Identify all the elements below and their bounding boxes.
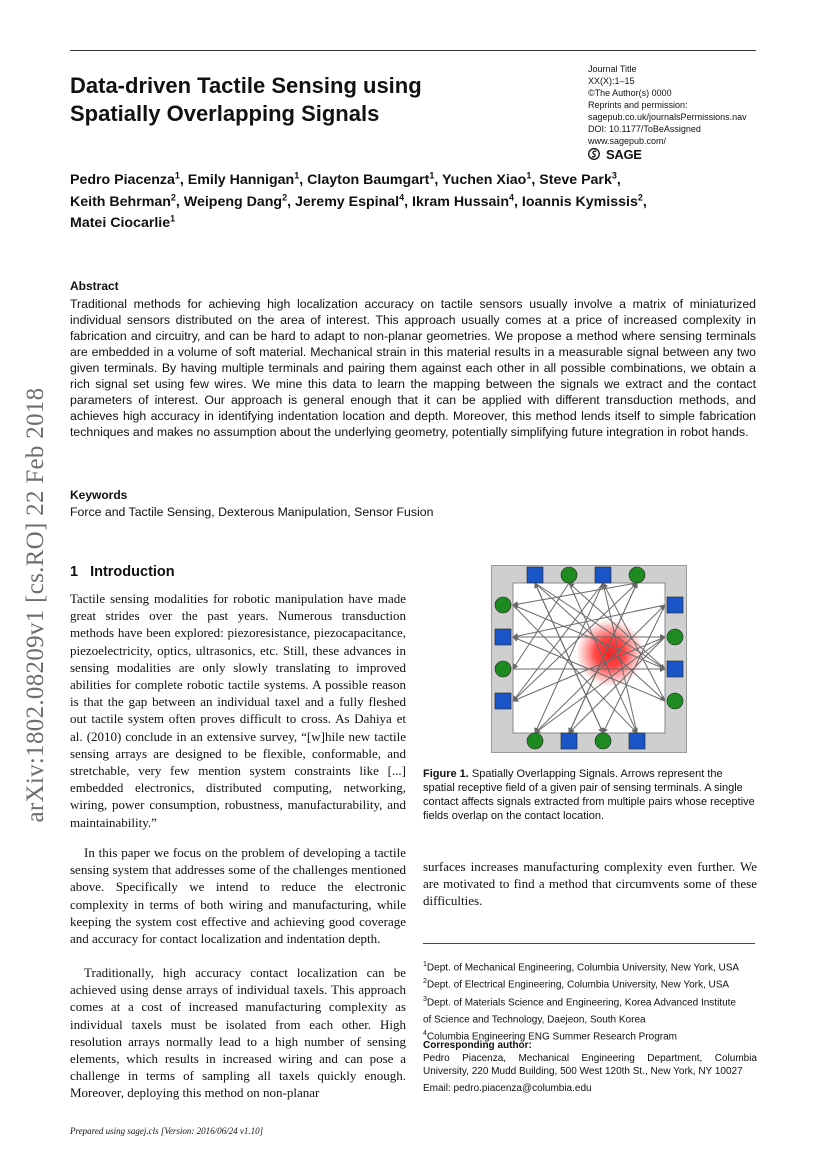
abstract-text: Traditional methods for achieving high localization accuracy on tactile sensors usually involve a matrix of miniaturized individual sensors distributed on the area of interest. This approach usually comes at a price of increased complexity in fabrication and circuitry, and can be hard to adapt to non-planar geometries. We propose a method where sensing terminals are embedded in a volume of soft material. Mechanical strain in this material results in a measurable signal between any two given terminals. By having multiple terminals and pairing them against each other in all possible combinations, we obtain a rich signal set using few wires. We mine this data to learn the mapping between the signals we extract and the contact parameters of interest. Our approach is general enough that it can be applied with different transduction methods, and achieves high accuracy in identifying indentation location and depth. Moreover, this method lends itself to simple fabrication techniques and makes no assumption about the underlying geometry, potentially simplifying future integration in robot hands. [70, 297, 756, 439]
figure-caption-text: Spatially Overlapping Signals. Arrows represent the spatial receptive field of a given pair of sensing terminals. A single contact affects signals extracted from multiple pairs whose receptive fields overlap on the contact location. [423, 768, 755, 822]
round-terminal-icon [595, 733, 611, 749]
journal-permissions-link[interactable]: sagepub.co.uk/journalsPermissions.nav [588, 112, 747, 122]
author: Ikram Hussain$^4$ [412, 191, 515, 210]
intro-paragraph-1: Tactile sensing modalities for robotic manipulation have made great strides over the past years. Numerous transduction methods have been explored: piezoresistance, piezocapacitance, piezoelectricity, optics, ultrasonics, etc. Still, these advances in sensing modalities are only slowly translating to improved abilities for complete robotic tactile systems. A possible reason is that the gap between an individual taxel and a fully fleshed out tactile system often proves difficult to cross. As Dahiya et al. (2010) conclude in an extensive survey, “[w]hile new tactile sensing arrays are designed to be flexible, conformable, and stretchable, very few mention system constraints like [...] embedded electronics, distributed computing, networking, wiring, power consumption, robustness, manufacturability, and maintainability.” [70, 591, 406, 830]
journal-reprints: Reprints and permission: [588, 100, 688, 110]
round-terminal-icon [667, 693, 683, 709]
figure-1-diagram [491, 565, 687, 753]
square-terminal-icon [561, 733, 577, 749]
abstract-heading: Abstract [70, 279, 119, 293]
author: Steve Park$^3$ [539, 170, 617, 188]
sage-logo-mark-icon [588, 148, 606, 160]
journal-doi: DOI: 10.1177/ToBeAssigned [588, 124, 701, 134]
affiliation: $^3$Dept. of Materials Science and Engineering, Korea Advanced Institute [423, 995, 736, 1008]
author: Clayton Baumgart$^1$ [307, 170, 435, 188]
journal-volume: XX(X):1–15 [588, 76, 635, 86]
sage-logo-text: SAGE [606, 147, 642, 162]
journal-info [588, 63, 768, 161]
square-terminal-icon [629, 733, 645, 749]
footnote-rule [423, 943, 755, 944]
author: Yuchen Xiao$^1$ [441, 170, 532, 188]
page-footer: Prepared using sagej.cls [Version: 2016/06/24 v1.10] [70, 1126, 264, 1136]
author: Weipeng Dang$^2$ [183, 191, 288, 210]
round-terminal-icon [495, 597, 511, 613]
author: Emily Hannigan$^1$ [187, 170, 300, 188]
author: Pedro Piacenza$^1$ [70, 170, 180, 188]
figure-label: Figure 1. [423, 768, 469, 780]
author: Keith Behrman$^2$ [70, 191, 176, 210]
journal-website-link[interactable]: www.sagepub.com/ [588, 136, 667, 146]
corresponding-author-text: Pedro Piacenza, Mechanical Engineering Department, Columbia University, 220 Mudd Building, 500 West 120th St., New York, NY 10027 [423, 1053, 757, 1077]
square-terminal-icon [495, 629, 511, 645]
affiliation: of Science and Technology, Daejeon, South Korea [423, 1014, 646, 1026]
affiliation: $^1$Dept. of Mechanical Engineering, Columbia University, New York, USA [423, 961, 740, 974]
sage-logo [588, 148, 768, 161]
keywords-text: Force and Tactile Sensing, Dexterous Manipulation, Sensor Fusion [70, 505, 434, 519]
top-rule [70, 50, 756, 51]
author: Matei Ciocarlie$^1$ [70, 213, 176, 231]
round-terminal-icon [629, 567, 645, 583]
paper-title [70, 72, 550, 128]
section-title: Introduction [90, 564, 175, 580]
round-terminal-icon [495, 661, 511, 677]
affiliations [423, 958, 763, 1045]
keywords-heading: Keywords [70, 488, 128, 502]
square-terminal-icon [595, 567, 611, 583]
section-heading-introduction [70, 564, 175, 580]
square-terminal-icon [495, 693, 511, 709]
journal-copyright: ©The Author(s) 0000 [588, 88, 672, 98]
round-terminal-icon [667, 629, 683, 645]
author: Jeremy Espinal$^4$ [295, 191, 405, 210]
corresponding-author-heading: Corresponding author: [423, 1040, 532, 1051]
title-line-2: Spatially Overlapping Signals [70, 101, 380, 126]
arxiv-stamp: arXiv:1802.08209v1 [cs.RO] 22 Feb 2018 [22, 387, 49, 823]
title-line-1: Data-driven Tactile Sensing using [70, 73, 422, 98]
figure-1-caption [423, 767, 757, 823]
corresponding-author-email[interactable]: Email: pedro.piacenza@columbia.edu [423, 1083, 592, 1094]
intro-continuation: surfaces increases manufacturing complexity even further. We are motivated to find a method that circumvents some of these difficulties. [423, 859, 757, 909]
section-number: 1 [70, 564, 79, 580]
intro-paragraph-2: In this paper we focus on the problem of developing a tactile sensing system that addresses some of the challenges mentioned above. Specifically we intend to reduce the electronic complexity in terms of both wiring and manufacturing, while keeping the system cost effective and achieving good coverage and accuracy for contact localization and indentation depth. [70, 845, 406, 947]
journal-title: Journal Title [588, 64, 637, 74]
round-terminal-icon [527, 733, 543, 749]
affiliation: $^2$Dept. of Electrical Engineering, Columbia University, New York, USA [423, 978, 730, 991]
author: Ioannis Kymissis$^2$ [521, 191, 643, 210]
affiliation: $^4$Columbia Engineering ENG Summer Research Program [423, 1030, 678, 1043]
author-list: Pedro Piacenza$^1$, Emily Hannigan$^1$, Clayton Baumgart$^1$, Yuchen Xiao$^1$, Steve Park$^3$, Keith Behrman$^2$, Weipeng Dang$^2$, Jeremy Espinal$^4$, Ikram Hussain$^4$, Ioannis Kymissis$^2$, Matei Ciocarlie$^1$ [70, 170, 647, 231]
square-terminal-icon [667, 597, 683, 613]
intro-paragraph-3: Traditionally, high accuracy contact localization can be achieved using dense arrays of individual taxels. This approach comes at a cost of increased manufacturing complexity as individual taxels must be isolated from each other. High resolution arrays normally lead to a high number of sensing elements, which results in increased wiring and can pose a challenge in terms of sampling all taxels quickly enough. Moreover, deploying this method on non-planar [70, 965, 406, 1101]
round-terminal-icon [561, 567, 577, 583]
square-terminal-icon [667, 661, 683, 677]
square-terminal-icon [527, 567, 543, 583]
